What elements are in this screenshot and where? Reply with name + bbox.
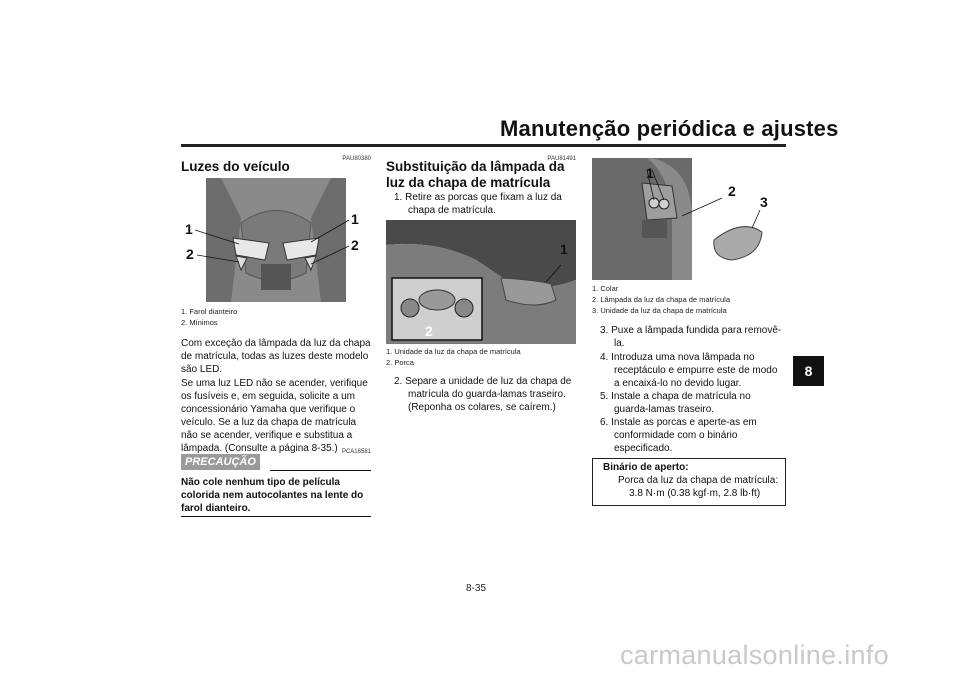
caution-rule <box>270 470 371 471</box>
section-tab[interactable]: 8 <box>793 356 824 386</box>
callout-nut: 2 <box>425 323 433 339</box>
caution-end-rule <box>181 516 371 517</box>
figure-caption: 1. Unidade da luz da chapa de matrícula <box>386 347 521 356</box>
page-title: Manutenção periódica e ajustes <box>500 116 839 141</box>
callout-headlight-right: 1 <box>351 211 359 227</box>
paragraph: Se uma luz LED não se acender, verifique os fusíveis e, em seguida, solicite a um concessionário Yamaha que verifique o veículo. Se a luz da chapa de matrícula não se acender, verifique e substitua a lâmpada. (Consulte a página 8-35.) <box>181 378 368 454</box>
figure-caption: 2. Porca <box>386 358 414 367</box>
figure-caption: 1. Colar <box>592 284 619 293</box>
headlight-figure <box>181 178 371 302</box>
reference-code: PAU81491 <box>547 156 576 162</box>
watermark: carmanualsonline.info <box>620 640 889 670</box>
section-heading: Substituição da lâmpada da luz da chapa de matrícula <box>386 159 565 190</box>
callout-bulb: 2 <box>728 183 736 199</box>
torque-item: Porca da luz da chapa de matrícula: <box>618 475 779 486</box>
caution-badge: PRECAUÇÃO <box>181 454 260 470</box>
figure-caption: 2. Lâmpada da luz da chapa de matrícula <box>592 295 731 304</box>
step-3: 3. Puxe a lâmpada fundida para removê-la. <box>600 325 782 349</box>
torque-title: Binário de aperto: <box>603 462 689 473</box>
bulb-figure <box>592 158 784 280</box>
step-6: 6. Instale as porcas e aperte-as em conformidade com o binário especificado. <box>600 417 757 454</box>
license-light-figure <box>386 220 576 344</box>
torque-spec-box <box>592 458 786 506</box>
caution-text: Não cole nenhum tipo de película colorida nem autocolantes na lente do farol dianteiro. <box>181 477 364 514</box>
torque-value: 3.8 N·m (0.38 kgf·m, 2.8 lb·ft) <box>629 488 761 499</box>
step-2: 2. Separe a unidade de luz da chapa de matrícula do guarda-lamas traseiro. (Reponha os colares, se caírem.) <box>394 376 572 413</box>
callout-position-right: 2 <box>351 237 359 253</box>
section-heading: Luzes do veículo <box>181 159 290 174</box>
reference-code: PAU80380 <box>342 156 371 162</box>
figure-caption: 1. Farol dianteiro <box>181 307 238 316</box>
callout-collar: 1 <box>646 165 654 181</box>
page-number: 8-35 <box>466 583 487 594</box>
callout-position-left: 2 <box>186 246 194 262</box>
callout-light-unit: 1 <box>560 241 568 257</box>
paragraph: Com exceção da lâmpada da luz da chapa de matrícula, todas as luzes deste modelo são LED. <box>181 338 371 375</box>
figure-caption: 3. Unidade da luz da chapa de matrícula <box>592 306 727 315</box>
reference-code: PCA16581 <box>341 449 371 455</box>
header-rule <box>181 144 786 147</box>
callout-unit: 3 <box>760 194 768 210</box>
callout-headlight-left: 1 <box>185 221 193 237</box>
figure-caption: 2. Mínimos <box>181 318 218 327</box>
step-4: 4. Introduza uma nova lâmpada no receptáculo e empurre este de modo a encaixá-lo no devido lugar. <box>600 352 778 389</box>
step-1: 1. Retire as porcas que fixam a luz da chapa de matrícula. <box>394 192 562 216</box>
step-5: 5. Instale a chapa de matrícula no guarda-lamas traseiro. <box>600 391 751 415</box>
